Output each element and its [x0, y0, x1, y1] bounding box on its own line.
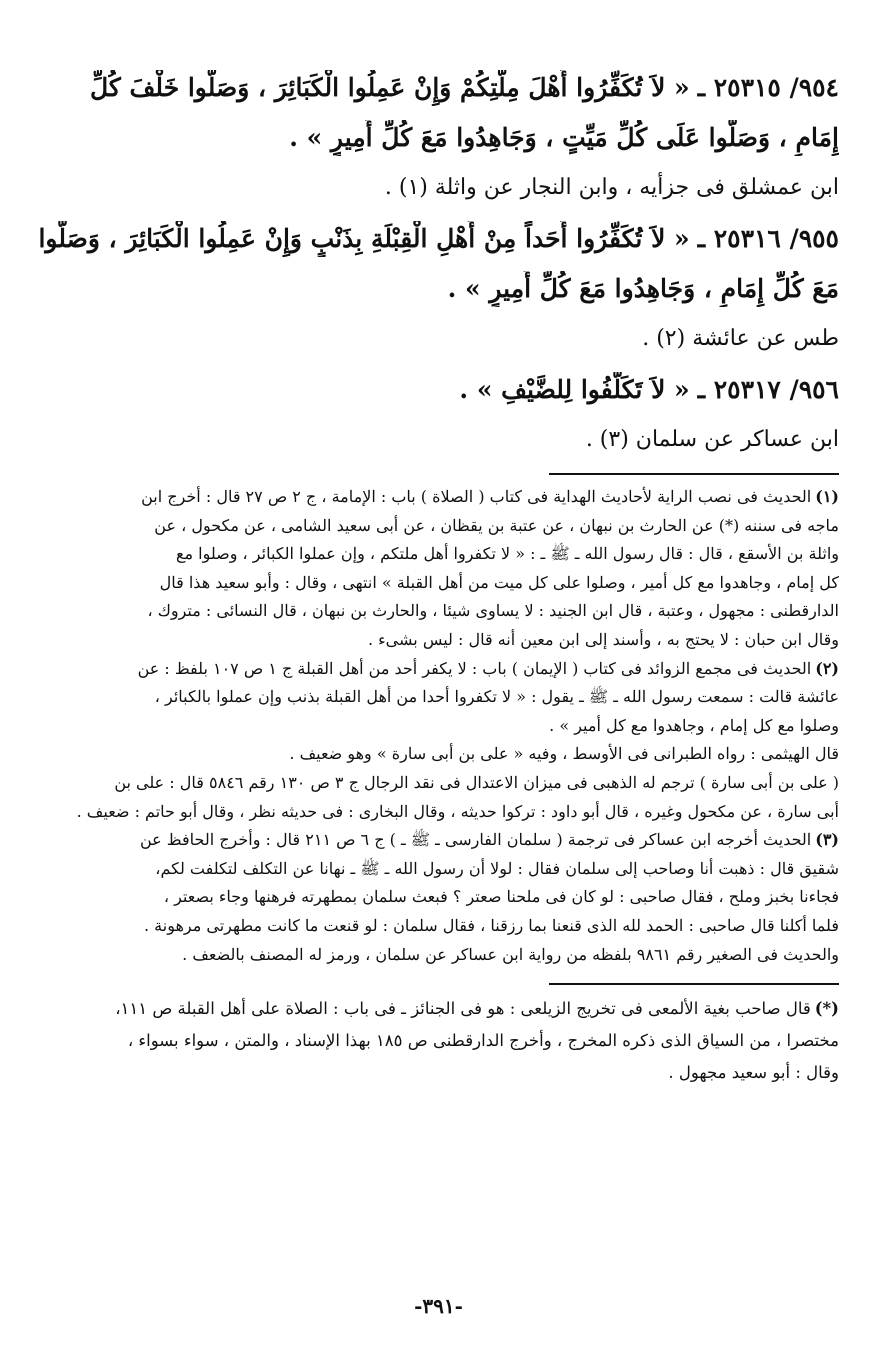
footnote-line: ( على بن أبى سارة ) ترجم له الذهبى فى ميزان الاعتدال فى نقد الرجال ج ٣ ص ١٣٠ رقم ٥٨٤٦ قال : على بن — [114, 772, 839, 792]
footnote-line: كل إمام ، وجاهدوا مع كل أمير ، وصلوا على كل ميت من أهل القبلة » انتهى ، وقال : وأبو سعيد هذا قال — [159, 572, 839, 592]
hadith-number: ٩٥٥/ ٢٥٣١٦ ـ — [697, 224, 839, 253]
star-note-separator — [549, 983, 839, 985]
footnote-line — [38, 483, 839, 512]
main-text — [38, 0, 839, 458]
footnote-text: قال صاحب بغية الألمعى فى تخريج الزيلعى : هو فى الجنائز ـ فى باب : الصلاة على أهل القبلة ص ١١١، — [115, 999, 811, 1019]
footnote-line: قال الهيثمى : رواه الطبرانى فى الأوسط ، وفيه « على بن أبى سارة » وهو ضعيف . — [289, 744, 839, 764]
footnote-2 — [38, 655, 839, 827]
document-page — [38, 0, 839, 1356]
footnote-3 — [38, 826, 839, 969]
footnote-line: وقال : أبو سعيد مجهول . — [668, 1063, 839, 1083]
footnote-line — [38, 655, 839, 684]
page-number: -٣٩١- — [414, 1294, 463, 1318]
footnote-line: مختصرا ، من السياق الذى ذكره المخرج ، وأخرج الدارقطنى ص ١٨٥ بهذا الإسناد ، والمتن ، سواء بسواء ، — [127, 1031, 839, 1051]
footnote-line: فجاءنا بخبز وملح ، فقال صاحبى : لو كان فى ملحنا صعتر ؟ فبعث سلمان بمطهرته فرهنها وجاء بصعتر ، — [163, 887, 839, 907]
hadith-954-source: ابن عمشلق فى جزأيه ، وابن النجار عن واثلة (١) . — [384, 175, 839, 200]
hadith-text: « لاَ تَكَلَّفُوا لِلضَّيْفِ » . — [459, 375, 690, 404]
footnote-mark: (١) — [815, 487, 839, 506]
hadith-956-source: ابن عساكر عن سلمان (٣) . — [585, 427, 839, 452]
footnote-mark: (*) — [814, 999, 839, 1019]
hadith-956-line-1 — [38, 372, 839, 408]
hadith-number: ٩٥٤/ ٢٥٣١٥ ـ — [697, 73, 839, 102]
footnote-line — [38, 993, 839, 1025]
star-note — [38, 993, 839, 1089]
hadith-955-line-1 — [38, 221, 839, 257]
hadith-number: ٩٥٦/ ٢٥٣١٧ ـ — [697, 375, 839, 404]
hadith-955-source: طس عن عائشة (٢) . — [642, 326, 839, 351]
hadith-954-line-1 — [38, 70, 839, 106]
footnote-line: عائشة قالت : سمعت رسول الله ـ ﷺ ـ يقول : « لا تكفروا أحدا من أهل القبلة بذنب وإن عملوا بالكبائر ، — [154, 687, 839, 707]
footnote-line: فلما أكلنا قال صاحبى : الحمد لله الذى قنعنا بما رزقنا ، فقال سلمان : لو قنعت ما كانت مطهرتى مرهونة . — [144, 915, 839, 935]
footnote-line: واثلة بن الأسقع ، قال : قال رسول الله ـ ﷺ ـ : « لا تكفروا أهل ملتكم ، وإن عملوا الكبائر ، وصلوا مع — [175, 544, 839, 564]
footnote-line: وصلوا مع كل إمام ، وجاهدوا مع كل أمير » . — [549, 715, 839, 735]
footnote-line: وقال ابن حبان : لا يحتج به ، وأسند إلى ابن معين أنه قال : ليس بشىء . — [367, 629, 839, 649]
footnote-text: الحديث فى نصب الراية لأحاديث الهداية فى كتاب ( الصلاة ) باب : الإمامة ، ج ٢ ص ٢٧ قال : أخرج ابن — [141, 487, 812, 506]
footnote-mark: (٢) — [815, 658, 839, 678]
hadith-955-line-2: مَعَ كُلِّ إِمَامٍ ، وَجَاهِدُوا مَعَ كُلِّ أَمِيرٍ » . — [447, 274, 839, 303]
footnote-mark: (٣) — [815, 830, 839, 850]
footnote-line: أبى سارة ، عن مكحول وغيره ، قال أبو داود : تركوا حديثه ، وقال البخارى : فى حديثه نظر ، وقال أبو حاتم : ضعيف . — [76, 801, 839, 821]
footnote-line — [38, 826, 839, 855]
footnote-separator — [549, 473, 839, 475]
footnote-line: والحديث فى الصغير رقم ٩٨٦١ بلفظه من رواية ابن عساكر عن سلمان ، ورمز له المصنف بالضعف . — [182, 944, 839, 964]
footnote-line: ماجه فى سننه (*) عن الحارث بن نبهان ، عن عتبة بن يقظان ، عن أبى سعيد الشامى ، عن مكحول ، عن — [154, 515, 839, 535]
hadith-954-line-2: إِمَامٍ ، وَصَلُّوا عَلَى كُلِّ مَيِّتٍ ، وَجَاهِدُوا مَعَ كُلِّ أَمِيرٍ » . — [289, 123, 839, 152]
footnote-line: الدارقطنى : مجهول ، وعتبة ، قال ابن الجنيد : لا يساوى شيئا ، والحارث بن نبهان ، قال النسائى : متروك ، — [147, 601, 839, 621]
hadith-text: « لاَ تُكَفِّرُوا أَهْلَ مِلَّتِكُمْ وَإِنْ عَمِلُوا الْكَبَائِرَ ، وَصَلُّوا خَلْفَ كُلِّ — [90, 73, 690, 102]
footnote-line: شقيق قال : ذهبت أنا وصاحب إلى سلمان فقال : لولا أن رسول الله ـ ﷺ ـ نهانا عن التكلف لتكلفت لكم، — [155, 858, 839, 878]
footnote-1 — [38, 483, 839, 655]
footnote-text: الحديث فى مجمع الزوائد فى كتاب ( الإيمان ) باب : لا يكفر أحد من أهل القبلة ج ١ ص ١٠٧ بلفظ : عن — [137, 658, 812, 678]
hadith-text: « لاَ تُكَفِّرُوا أَحَداً مِنْ أَهْلِ الْقِبْلَةِ بِذَنْبٍ وَإِنْ عَمِلُوا الْكَبَائِرَ ، وَصَلُّوا — [38, 224, 690, 253]
footnote-text: الحديث أخرجه ابن عساكر فى ترجمة ( سلمان الفارسى ـ ﷺ ـ ) ج ٦ ص ٢١١ قال : وأخرج الحافظ عن — [139, 830, 812, 850]
